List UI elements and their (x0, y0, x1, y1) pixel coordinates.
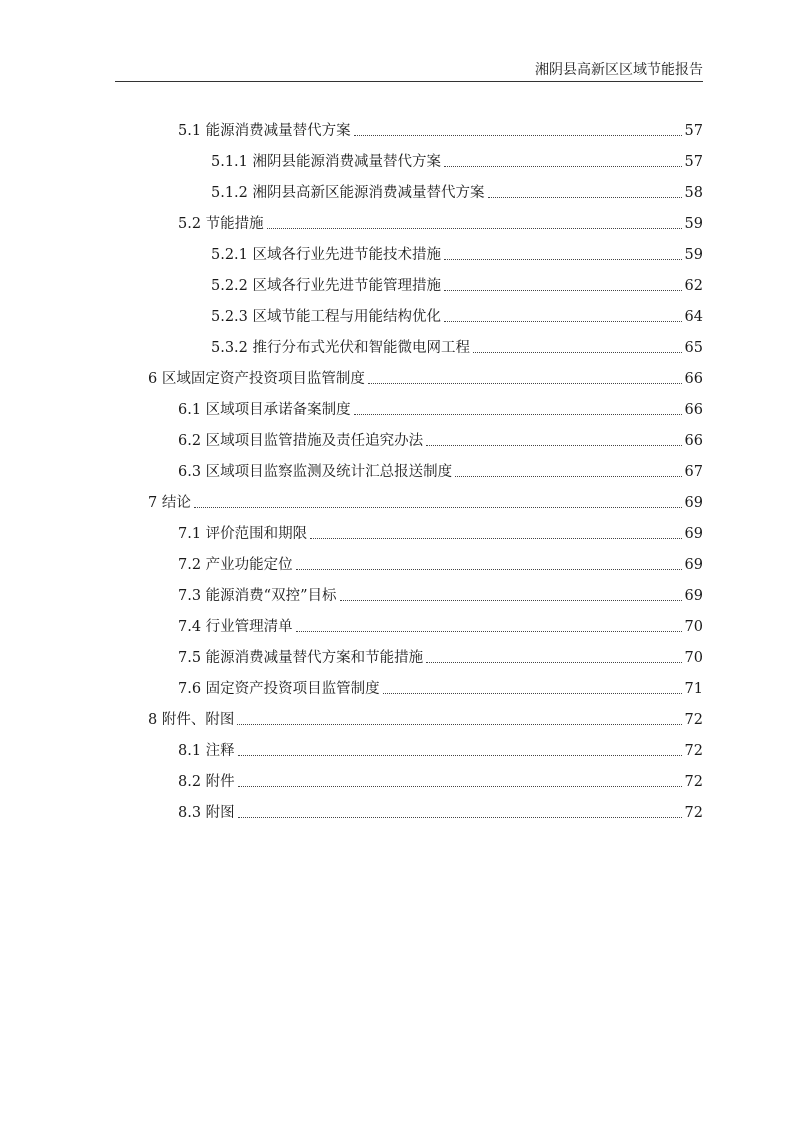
toc-entry-label: 5.1 能源消费减量替代方案 (178, 123, 351, 139)
toc-entry[interactable] (211, 237, 703, 268)
dot-leader (383, 692, 682, 694)
toc-entry-label: 7 结论 (148, 495, 191, 511)
toc-entry-page-number: 57 (684, 154, 703, 170)
toc-entry-page-number: 69 (684, 495, 703, 511)
toc-entry-label: 8.3 附图 (178, 805, 235, 821)
toc-entry[interactable] (178, 671, 703, 702)
dot-leader (455, 475, 681, 477)
toc-entry-page-number: 64 (684, 309, 703, 325)
dot-leader (354, 413, 682, 415)
toc-entry-page-number: 69 (684, 526, 703, 542)
toc-entry[interactable] (148, 485, 703, 516)
table-of-contents (0, 113, 793, 826)
toc-entry-label: 8 附件、附图 (148, 712, 235, 728)
toc-entry-page-number: 66 (684, 371, 703, 387)
toc-entry-page-number: 62 (684, 278, 703, 294)
toc-entry-label: 6.3 区域项目监察监测及统计汇总报送制度 (178, 464, 453, 480)
toc-entry[interactable] (178, 733, 703, 764)
toc-entry-label: 5.2.1 区域各行业先进节能技术措施 (211, 247, 442, 263)
toc-entry-page-number: 69 (684, 588, 703, 604)
toc-entry[interactable] (178, 113, 703, 144)
dot-leader (368, 382, 682, 384)
toc-entry-page-number: 58 (684, 185, 703, 201)
toc-entry-page-number: 67 (684, 464, 703, 480)
toc-entry[interactable] (211, 268, 703, 299)
toc-entry[interactable] (178, 392, 703, 423)
toc-entry[interactable] (148, 702, 703, 733)
toc-entry-label: 6.1 区域项目承诺备案制度 (178, 402, 351, 418)
dot-leader (444, 258, 682, 260)
dot-leader (426, 661, 681, 663)
toc-entry[interactable] (178, 454, 703, 485)
toc-entry-page-number: 57 (684, 123, 703, 139)
toc-entry[interactable] (178, 795, 703, 826)
toc-entry[interactable] (178, 547, 703, 578)
toc-entry-label: 5.2.3 区域节能工程与用能结构优化 (211, 309, 442, 325)
toc-entry-label: 8.2 附件 (178, 774, 235, 790)
toc-entry-page-number: 72 (684, 743, 703, 759)
toc-entry[interactable] (178, 206, 703, 237)
toc-entry-label: 5.2.2 区域各行业先进节能管理措施 (211, 278, 442, 294)
toc-entry[interactable] (178, 516, 703, 547)
dot-leader (296, 630, 682, 632)
toc-entry[interactable] (178, 640, 703, 671)
toc-entry-label: 5.1.1 湘阴县能源消费减量替代方案 (211, 154, 442, 170)
dot-leader (444, 289, 682, 291)
toc-entry[interactable] (211, 144, 703, 175)
toc-entry-page-number: 66 (684, 402, 703, 418)
dot-leader (296, 568, 682, 570)
toc-entry-label: 7.5 能源消费减量替代方案和节能措施 (178, 650, 424, 666)
toc-entry-page-number: 59 (684, 216, 703, 232)
toc-entry-label: 7.4 行业管理清单 (178, 619, 293, 635)
toc-entry[interactable] (211, 299, 703, 330)
dot-leader (310, 537, 681, 539)
toc-entry-label: 5.3.2 推行分布式光伏和智能微电网工程 (211, 340, 471, 356)
toc-entry[interactable] (178, 423, 703, 454)
toc-entry-label: 7.1 评价范围和期限 (178, 526, 308, 542)
dot-leader (426, 444, 681, 446)
toc-entry-page-number: 66 (684, 433, 703, 449)
toc-entry-label: 5.2 节能措施 (178, 216, 264, 232)
toc-entry[interactable] (178, 764, 703, 795)
toc-entry-page-number: 59 (684, 247, 703, 263)
dot-leader (194, 506, 682, 508)
toc-entry-label: 6.2 区域项目监管措施及责任追究办法 (178, 433, 424, 449)
toc-entry-page-number: 71 (684, 681, 703, 697)
dot-leader (238, 754, 682, 756)
page-header (115, 62, 703, 82)
dot-leader (354, 134, 682, 136)
dot-leader (444, 165, 682, 167)
dot-leader (473, 351, 682, 353)
dot-leader (340, 599, 682, 601)
toc-entry[interactable] (178, 609, 703, 640)
toc-entry[interactable] (211, 175, 703, 206)
toc-entry-label: 5.1.2 湘阴县高新区能源消费减量替代方案 (211, 185, 485, 201)
dot-leader (238, 816, 682, 818)
toc-entry-label: 6 区域固定资产投资项目监管制度 (148, 371, 365, 387)
toc-entry[interactable] (148, 361, 703, 392)
toc-entry-page-number: 69 (684, 557, 703, 573)
toc-entry-page-number: 72 (684, 712, 703, 728)
dot-leader (488, 196, 682, 198)
dot-leader (444, 320, 682, 322)
toc-entry[interactable] (211, 330, 703, 361)
dot-leader (237, 723, 681, 725)
toc-entry-page-number: 70 (684, 650, 703, 666)
dot-leader (267, 227, 682, 229)
toc-entry-label: 7.6 固定资产投资项目监管制度 (178, 681, 380, 697)
toc-entry-label: 7.3 能源消费“双控”目标 (178, 588, 337, 604)
toc-entry-page-number: 72 (684, 774, 703, 790)
toc-entry-page-number: 65 (684, 340, 703, 356)
document-title: 湘阴县高新区区域节能报告 (535, 62, 703, 78)
toc-entry-label: 8.1 注释 (178, 743, 235, 759)
toc-entry-page-number: 70 (684, 619, 703, 635)
dot-leader (238, 785, 682, 787)
toc-entry-label: 7.2 产业功能定位 (178, 557, 293, 573)
toc-entry-page-number: 72 (684, 805, 703, 821)
toc-entry[interactable] (178, 578, 703, 609)
